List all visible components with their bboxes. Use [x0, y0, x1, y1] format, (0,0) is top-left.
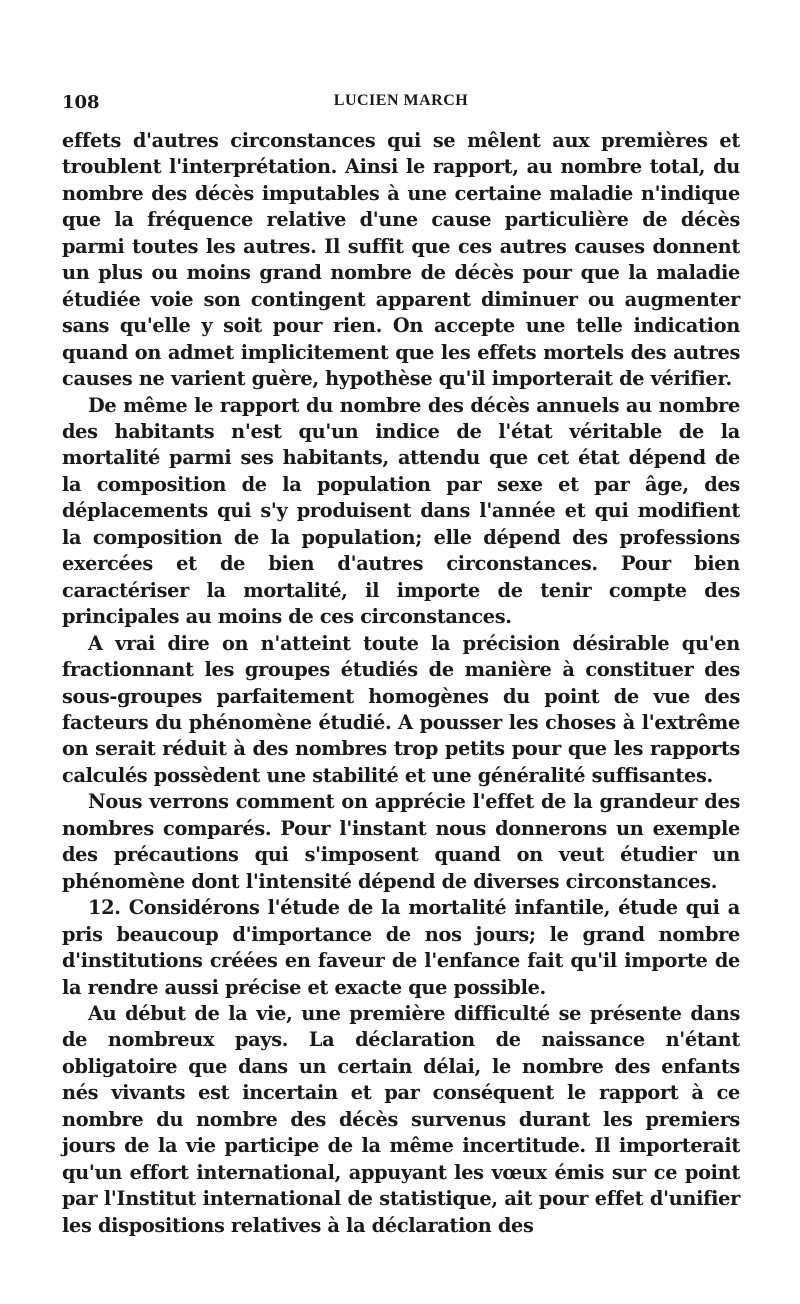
paragraph-section-12: 12. Considérons l'étude de la mortalité infantile, étude qui a pris beaucoup d'importance de nos jours; le grand nombre d'institutions créées en faveur de l'enfance fait qu'il importe de la rendre aussi précise et exacte que possible. [62, 896, 740, 999]
running-title: LUCIEN MARCH [333, 92, 469, 109]
paragraph: De même le rapport du nombre des décès annuels au nombre des habitants n'est qu'un indice de l'état véritable de la mortalité parmi ses habitants, attendu que cet état dépend de la composition de la population par sexe et par âge, des déplacements qui s'y produisent dans l'année et qui modifient la composition de la population; elle dépend des professions exercées et de bien d'autres circonstances. Pour bien caractériser la mortalité, il importe de tenir compte des principales au moins de ces circonstances. [62, 393, 740, 629]
paragraph: A vrai dire on n'atteint toute la précision désirable qu'en fractionnant les groupes étudiés de manière à constituer des sous-groupes parfaitement homogènes du point de vue des facteurs du phénomène étudié. A pousser les choses à l'extrême on serait réduit à des nombres trop petits pour que les rapports calculés possèdent une stabilité et une généralité suffisantes. [62, 631, 740, 787]
paragraph: Nous verrons comment on apprécie l'effet de la grandeur des nombres comparés. Pour l'instant nous donnerons un exemple des précautions qui s'imposent quand on veut étudier un phénomène dont l'intensité dépend de diverses circonstances. [62, 790, 740, 893]
paragraph-continued: effets d'autres circonstances qui se mêlent aux premières et troublent l'interprétation. Ainsi le rapport, au nombre total, du nombre des décès imputables à une certaine maladie n'indique que la fréquence relative d'une cause particulière de décès parmi toutes les autres. Il suffit que ces autres causes donnent un plus ou moins grand nombre de décès pour que la maladie étudiée voie son contingent apparent diminuer ou augmenter sans qu'elle y soit pour rien. On accepte une telle indication quand on admet implicitement que les effets mortels des autres causes ne varient guère, hypothèse qu'il importerait de vérifier. [62, 129, 740, 391]
page-header [62, 92, 740, 126]
body-text [62, 128, 740, 1239]
page-number: 108 [62, 92, 100, 113]
book-page [62, 92, 740, 1239]
paragraph: Au début de la vie, une première difficulté se présente dans de nombreux pays. La déclaration de naissance n'étant obligatoire que dans un certain délai, le nombre des enfants nés vivants est incertain et par conséquent le rapport à ce nombre du nombre des décès survenus durant les premiers jours de la vie participe de la même incertitude. Il importerait qu'un effort international, appuyant les vœux émis sur ce point par l'Institut international de statistique, ait pour effet d'unifier les dispositions relatives à la déclaration des [62, 1001, 740, 1237]
